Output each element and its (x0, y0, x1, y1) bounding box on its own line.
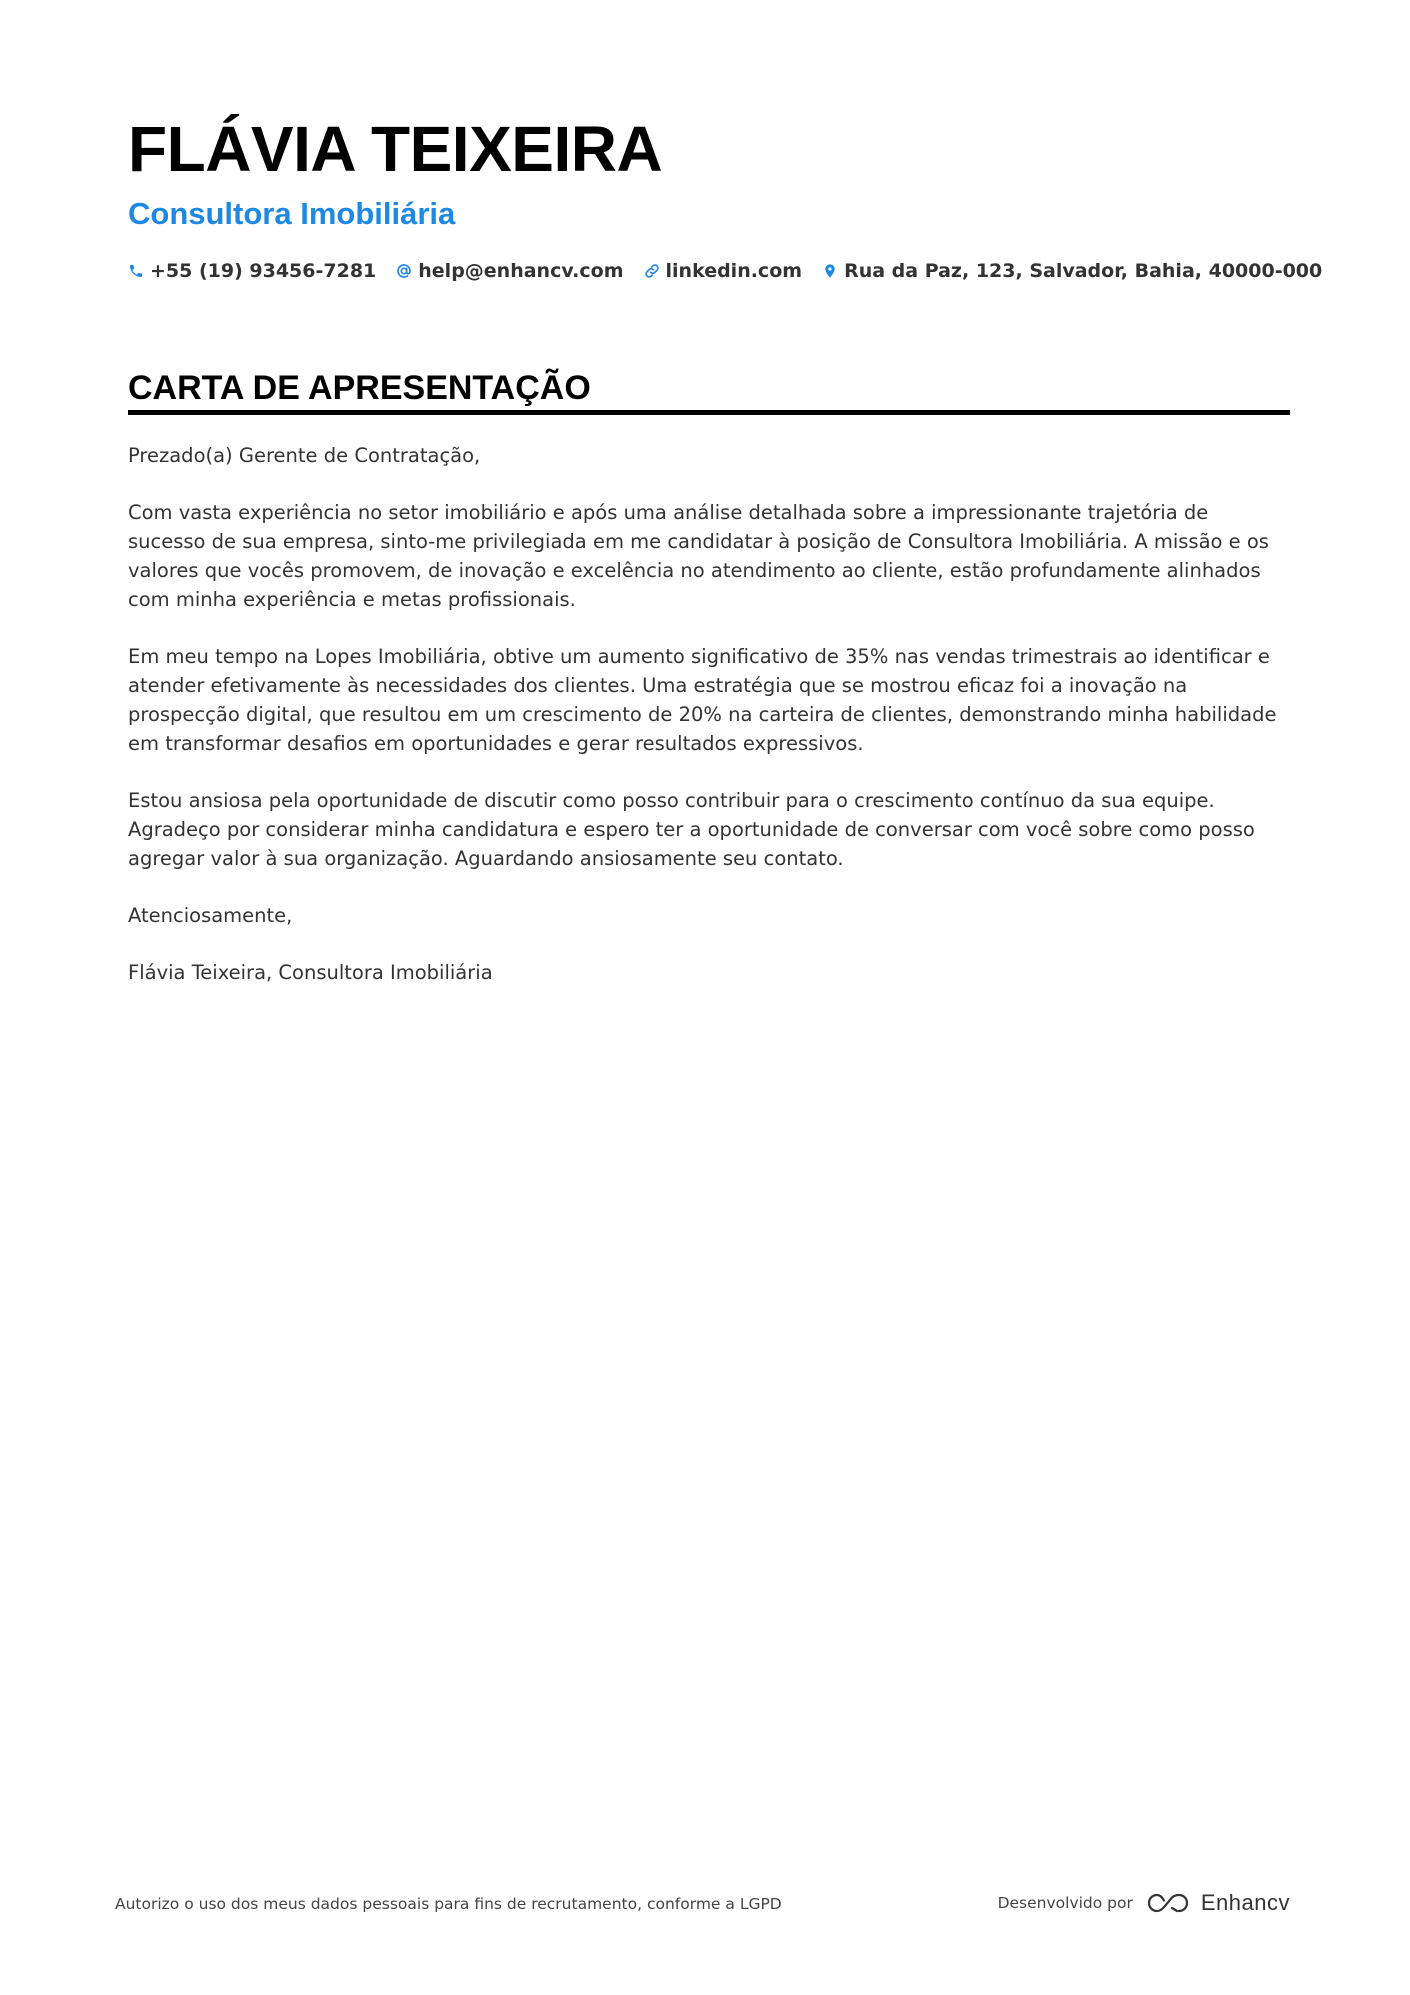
letter-signature: Flávia Teixeira, Consultora Imobiliária (128, 961, 493, 984)
letter-paragraph-1: Com vasta experiência no setor imobiliário e após uma análise detalhada sobre a impressionante trajetória de sucesso de sua empresa, sinto-me privilegiada em me candidatar à posição de Consultora Imobiliária. A missão e os valores que vocês promovem, de inovação e excelência no atendimento ao cliente, estão profundamente alinhados com minha experiência e metas profissionais. (128, 501, 1269, 611)
letter-closing: Atenciosamente, (128, 904, 293, 927)
enhancv-brand[interactable] (1145, 1890, 1290, 1916)
letter-greeting: Prezado(a) Gerente de Contratação, (128, 444, 481, 467)
enhancv-logo-icon (1145, 1891, 1191, 1915)
letter-paragraph-3: Estou ansiosa pela oportunidade de discutir como posso contribuir para o crescimento contínuo da sua equipe. Agradeço por considerar minha candidatura e espero ter a oportunidade de conversar com você sobre como posso agregar valor à sua organização. Aguardando ansiosamente seu contato. (128, 789, 1255, 870)
email-text: help@enhancv.com (418, 260, 624, 282)
cover-letter-page (128, 112, 1323, 1015)
brand-name: Enhancv (1200, 1890, 1290, 1915)
candidate-name: FLÁVIA TEIXEIRA (128, 113, 663, 185)
letter-body (128, 441, 1290, 987)
consent-note: Autorizo o uso dos meus dados pessoais para fins de recrutamento, conforme a LGPD (115, 1895, 782, 1913)
phone-icon (128, 263, 144, 279)
contact-phone[interactable] (128, 260, 376, 282)
link-text: linkedin.com (665, 260, 803, 282)
powered-by (998, 1890, 1290, 1916)
at-sign-icon (396, 263, 412, 279)
contact-address (822, 260, 1322, 282)
contact-bar (128, 260, 1323, 282)
link-icon (644, 263, 660, 279)
section-title: CARTA DE APRESENTAÇÃO (128, 368, 1290, 415)
powered-by-label: Desenvolvido por (997, 1894, 1133, 1912)
letter-paragraph-2: Em meu tempo na Lopes Imobiliária, obtive um aumento significativo de 35% nas vendas trimestrais ao identificar e atender efetivamente às necessidades dos clientes. Uma estratégia que se mostrou eficaz foi a inovação na prospecção digital, que resultou em um crescimento de 20% na carteira de clientes, demonstrando minha habilidade em transformar desafios em oportunidades e gerar resultados expressivos. (128, 645, 1277, 755)
candidate-role: Consultora Imobiliária (128, 196, 456, 231)
phone-text: +55 (19) 93456-7281 (150, 260, 377, 282)
contact-email[interactable] (396, 260, 623, 282)
location-pin-icon (822, 263, 838, 279)
address-text: Rua da Paz, 123, Salvador, Bahia, 40000-000 (844, 260, 1323, 282)
contact-link[interactable] (644, 260, 803, 282)
